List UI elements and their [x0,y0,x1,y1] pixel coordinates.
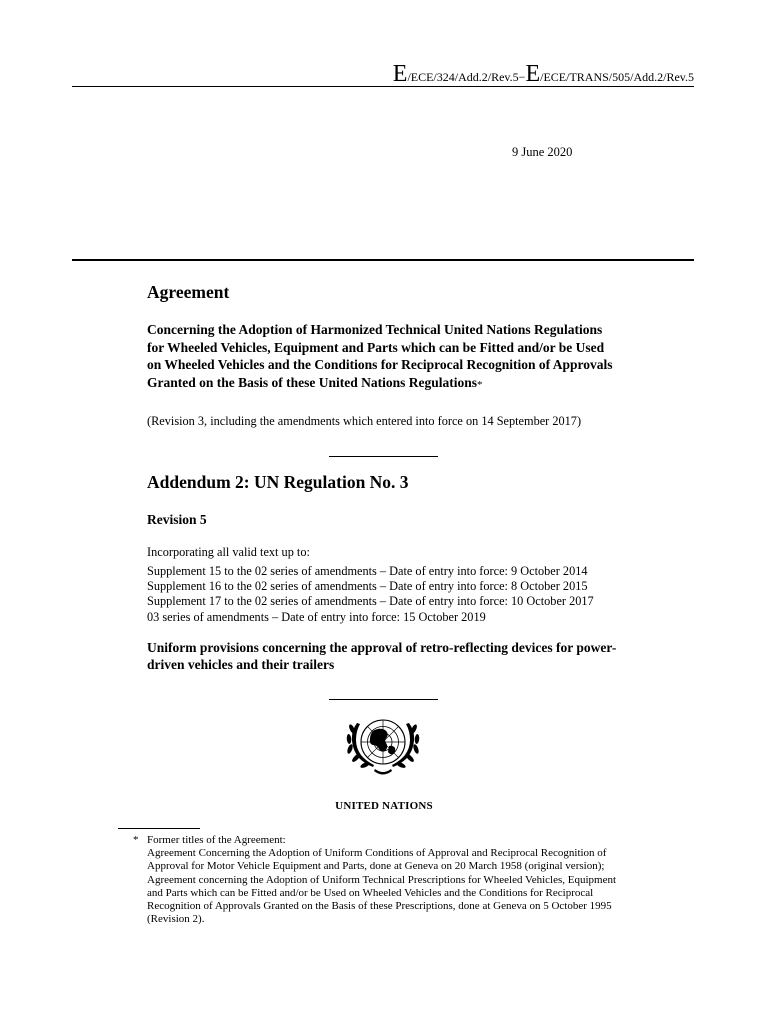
footnote-line: Agreement Concerning the Adoption of Uniform Conditions of Approval and Reciprocal Recognition of Approval for Motor Vehicle Equipment and Parts, done at Geneva on 20 March 1958 (original version); [147,847,607,873]
title-divider [72,259,694,261]
document-date: 9 June 2020 [512,145,573,159]
section-divider [329,456,438,457]
symbol-code: /ECE/TRANS/505/Add.2/Rev.5 [540,70,694,84]
header-divider [72,86,694,87]
symbol-initial: E [392,61,408,87]
section-divider [329,699,438,700]
addendum-title: Addendum 2: UN Regulation No. 3 [147,472,409,492]
footnote-divider [118,828,200,829]
regulation-subject: Uniform provisions concerning the approval of retro-reflecting devices for power-driven vehicles and their trailers [147,640,617,672]
footnote-line: Former titles of the Agreement: [147,834,286,846]
revision-title: Revision 5 [147,512,207,527]
supplement-item: Supplement 17 to the 02 series of amendments – Date of entry into force: 10 October 2017 [147,594,594,609]
agreement-subtitle-text: Concerning the Adoption of Harmonized Technical United Nations Regulations for Wheeled Vehicles, Equipment and Parts which can be Fitted and/or be Used on Wheeled Vehicles and the Conditions for Reciprocal Recognition of Approvals Granted on the Basis of these United Nations Regulations [147,322,613,390]
document-symbol [393,62,694,86]
supplement-item: Supplement 16 to the 02 series of amendments – Date of entry into force: 8 October 2015 [147,579,588,594]
incorporating-label: Incorporating all valid text up to: [147,545,310,559]
supplement-item: Supplement 15 to the 02 series of amendments – Date of entry into force: 9 October 2014 [147,564,588,578]
footnote-marker: * [133,834,139,846]
symbol-initial: E [525,61,541,87]
symbol-separator: − [518,70,526,84]
symbol-code: /ECE/324/Add.2/Rev.5 [407,70,519,84]
footnote-line: Agreement concerning the Adoption of Uniform Technical Prescriptions for Wheeled Vehicles, Equipment and Parts which can be Fitted and/or be Used on Wheeled Vehicles and the Conditions for Reciprocal Recognition of Approvals Granted on the Basis of these Prescriptions, done at Geneva on 5 October 1995 (Revision 2). [147,873,617,926]
organization-name: UNITED NATIONS [335,800,433,812]
supplement-item: 03 series of amendments – Date of entry into force: 15 October 2019 [147,609,486,624]
supplement-list [147,564,627,625]
un-emblem-icon [339,711,427,781]
revision-note: (Revision 3, including the amendments which entered into force on 14 September 2017) [147,414,582,428]
footnote-reference: * [477,378,483,391]
agreement-subtitle [147,321,617,393]
footnote-text [147,834,627,926]
page-title: Agreement [147,282,230,302]
